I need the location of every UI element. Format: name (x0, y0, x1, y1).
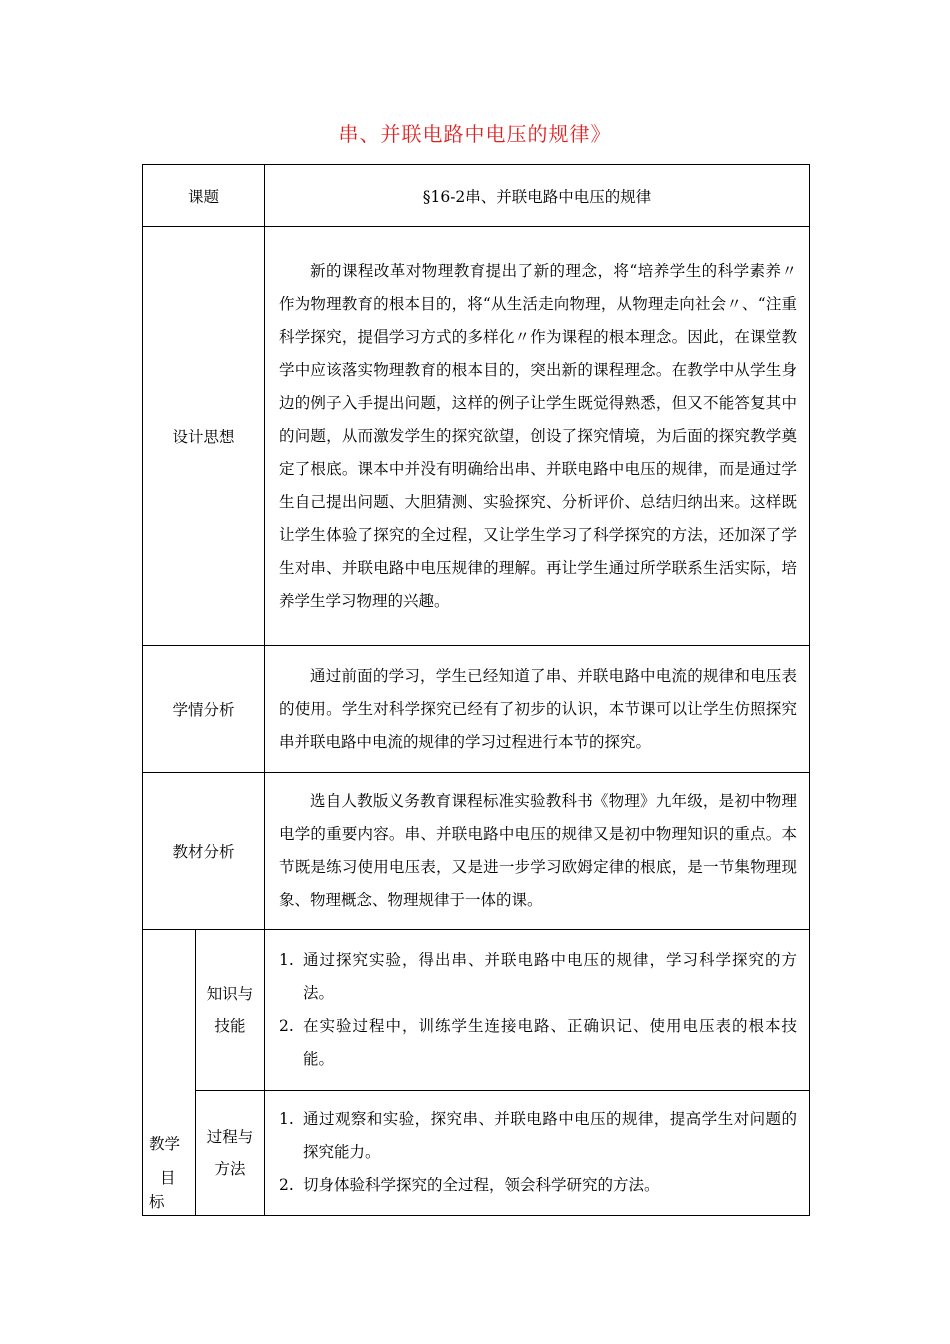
materials-text: 选自人教版义务教育课程标准实验教科书《物理》九年级，是初中物理电学的重要内容。串、并联电路中电压的规律又是初中物理知识的重点。本节既是练习使用电压表，又是进一步学习欧姆定律的根底，是一节集物理现象、物理概念、物理规律于一体的课。 (279, 792, 798, 909)
students-cell (265, 646, 810, 773)
process-label-line-2: 方法 (214, 1159, 246, 1178)
knowledge-label-line-2: 技能 (214, 1016, 246, 1035)
knowledge-label (196, 930, 265, 1091)
topic-value: §16-2串、并联电路中电压的规律 (265, 165, 810, 227)
table-row-students (143, 646, 810, 773)
list-item-text: 通过探究实验，得出串、并联电路中电压的规律，学习科学探究的方法。 (303, 950, 798, 1002)
materials-label: 教材分析 (143, 773, 265, 930)
design-text: 新的课程改革对物理教育提出了新的理念，将“培养学生的科学素养〃作为物理教育的根本目的，将“从生活走向物理，从物理走向社会〃、“注重科学探究，提倡学习方式的多样化〃作为课程的根本理念。因此，在课堂教学中应该落实物理教育的根本目的，突出新的课程理念。在教学中从学生身边的例子入手提出问题，这样的例子让学生既觉得熟悉，但又不能答复其中的问题，从而激发学生的探究欲望，创设了探究情境，为后面的探究教学奠定了根底。课本中并没有明确给出串、并联电路中电压的规律，而是通过学生自己提出问题、大胆猜测、实验探究、分析评价、总结归纳出来。这样既让学生体验了探究的全过程，又让学生学习了科学探究的方法，还加深了学生对串、并联电路中电压规律的理解。再让学生通过所学联系生活实际，培养学生学习物理的兴趣。 (279, 261, 798, 610)
list-item-number: 2. (279, 1016, 294, 1035)
process-cell (265, 1090, 810, 1215)
list-item-number: 1. (279, 1110, 294, 1129)
list-item (279, 1010, 797, 1076)
goals-label-part-2: 目 (160, 1169, 176, 1187)
goals-label-part-1: 教学 (149, 1135, 181, 1153)
knowledge-cell (265, 930, 810, 1091)
list-item (279, 1169, 797, 1202)
table-row-process (143, 1090, 810, 1215)
list-item-text: 通过观察和实验，探究串、并联电路中电压的规律，提高学生对问题的探究能力。 (303, 1110, 798, 1162)
goals-label-part-3: 标 (149, 1193, 165, 1211)
table-row-knowledge (143, 930, 810, 1091)
list-item (279, 944, 797, 1010)
table-row-design (143, 227, 810, 646)
list-item-text: 切身体验科学探究的全过程，领会科学研究的方法。 (303, 1176, 660, 1195)
page-title: 串、并联电路中电压的规律》 (338, 122, 612, 146)
students-label: 学情分析 (143, 646, 265, 773)
process-label (196, 1090, 265, 1215)
list-item (279, 1103, 797, 1169)
goals-label (143, 930, 196, 1216)
knowledge-label-line-1: 知识与 (206, 984, 254, 1003)
list-item-text: 在实验过程中，训练学生连接电路、正确识记、使用电压表的根本技能。 (303, 1016, 798, 1068)
design-label: 设计思想 (143, 227, 265, 646)
process-list (279, 1103, 797, 1202)
table-row-topic (143, 165, 810, 227)
design-cell (265, 227, 810, 646)
process-label-line-1: 过程与 (206, 1127, 254, 1146)
topic-label: 课题 (143, 165, 265, 227)
knowledge-list (279, 944, 797, 1076)
materials-cell (265, 773, 810, 930)
list-item-number: 2. (279, 1176, 294, 1195)
lesson-plan-table (142, 164, 810, 1216)
list-item-number: 1. (279, 950, 294, 969)
students-text: 通过前面的学习，学生已经知道了串、并联电路中电流的规律和电压表的使用。学生对科学探究已经有了初步的认识，本节课可以让学生仿照探究串并联电路中电流的规律的学习过程进行本节的探究。 (279, 666, 798, 751)
table-row-materials (143, 773, 810, 930)
